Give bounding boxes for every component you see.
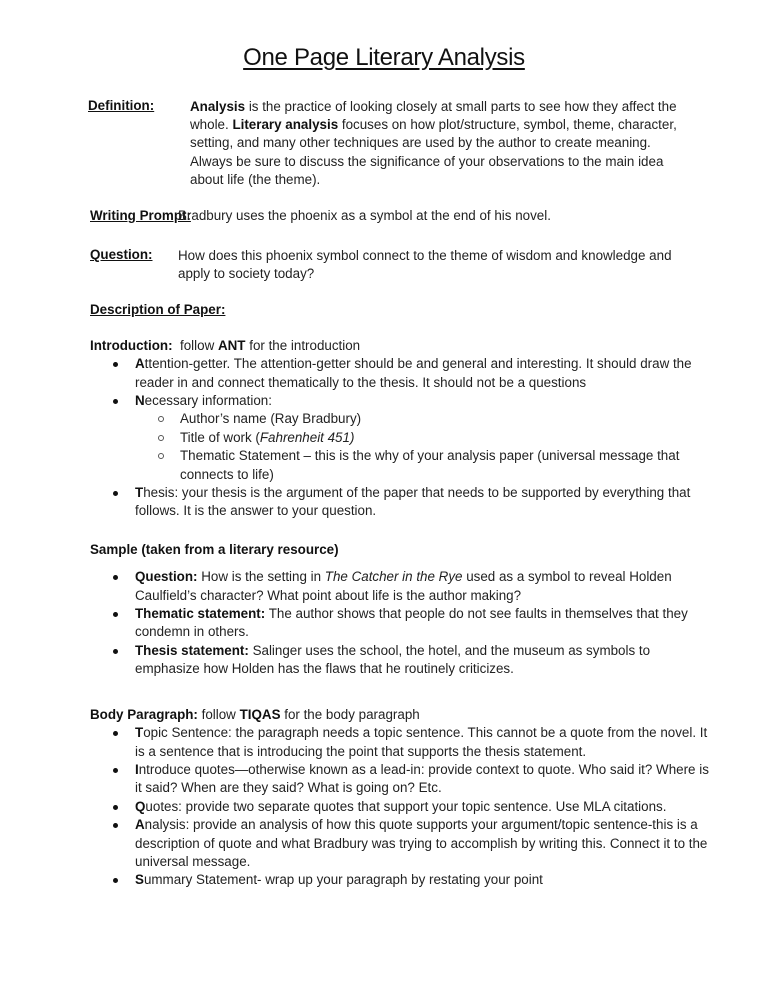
body-paragraph-list [90, 724, 710, 890]
introduction-label: Introduction: [90, 338, 173, 353]
acronym-tiqas: TIQAS [239, 707, 281, 722]
introduction-list [90, 355, 710, 521]
definition-label: Definition: [88, 98, 155, 113]
list-item: Attention-getter. The attention-getter should be and general and interesting. It should draw the reader in and connect thematically to the thesis. It should not be a questions [90, 355, 710, 392]
list-item: Analysis: provide an analysis of how this quote supports your argument/topic sentence-this is a description of quote and what Bradbury was trying to accomplish by writing this. Connect it to the universal message. [90, 816, 710, 871]
writing-prompt-label: Writing Prompt: [90, 208, 191, 223]
term-literary-analysis: Literary analysis [232, 117, 339, 133]
book-title: The Catcher in the Rye [324, 569, 463, 585]
acronym-ant: ANT [217, 338, 246, 353]
sub-list-item: Thematic Statement – this is the why of your analysis paper (universal message that connects to life) [135, 447, 710, 484]
sub-list-item: Author’s name (Ray Bradbury) [135, 410, 710, 428]
definition-text-1: is the practice of looking closely at small parts to see how they affect the whole. [190, 99, 677, 133]
page-title: One Page Literary Analysis [243, 44, 525, 71]
definition-text-2: focuses on how plot/structure, symbol, theme, character, setting, and many other techniques are used by the author to create meaning. Always be sure to discuss the significance of your observations to the main idea about life (the theme). [190, 117, 677, 187]
sample-list [90, 568, 710, 678]
body-paragraph-section [90, 706, 710, 890]
writing-prompt-text: Bradbury uses the phoenix as a symbol at the end of his novel. [178, 208, 551, 223]
introduction-heading: Introduction: follow ANT for the introduction [90, 338, 361, 353]
sample-section [90, 541, 710, 679]
list-item: Thematic statement: The author shows that people do not see faults in themselves that they condemn in others. [90, 605, 710, 642]
description-heading: Description of Paper: [90, 302, 226, 317]
question-text: How does this phoenix symbol connect to the theme of wisdom and knowledge and apply to society today? [178, 248, 672, 282]
list-item: Thesis: your thesis is the argument of the paper that needs to be supported by everything that follows. It is the answer to your question. [90, 484, 710, 521]
sample-heading: Sample (taken from a literary resource) [90, 542, 339, 557]
list-item: Summary Statement- wrap up your paragraph by restating your point [90, 871, 710, 889]
introduction-section [90, 337, 710, 521]
list-item: Thesis statement: Salinger uses the school, the hotel, and the museum as symbols to emphasize how Holden has the flaws that he routinely criticizes. [90, 642, 710, 679]
list-item: Topic Sentence: the paragraph needs a topic sentence. This cannot be a quote from the novel. It is a sentence that is introducing the point that supports the thesis statement. [90, 724, 710, 761]
body-paragraph-label: Body Paragraph: [90, 707, 198, 722]
list-item: Question: How is the setting in The Catcher in the Rye used as a symbol to reveal Holden Caulfield’s character? What point about life is the author making? [90, 568, 710, 605]
list-item: Introduce quotes—otherwise known as a lead-in: provide context to quote. Who said it? Where is it said? When are they said? What is going on? Etc. [90, 761, 710, 798]
work-title: Fahrenheit 451) [259, 429, 355, 445]
definition-text [190, 98, 690, 189]
necessary-info-sublist [135, 410, 710, 484]
question-label: Question: [90, 247, 153, 262]
sub-list-item: Title of work (Fahrenheit 451) [135, 429, 710, 447]
list-item: Quotes: provide two separate quotes that support your topic sentence. Use MLA citations. [90, 798, 710, 816]
term-analysis: Analysis [190, 99, 246, 114]
list-item: Necessary information: Author’s name (Ray Bradbury) Title of work (Fahrenheit 451) Thematic Statement – this is the why of your analysis paper (universal message that connects to life) [90, 392, 710, 484]
body-paragraph-heading: Body Paragraph: follow TIQAS for the body paragraph [90, 707, 420, 722]
